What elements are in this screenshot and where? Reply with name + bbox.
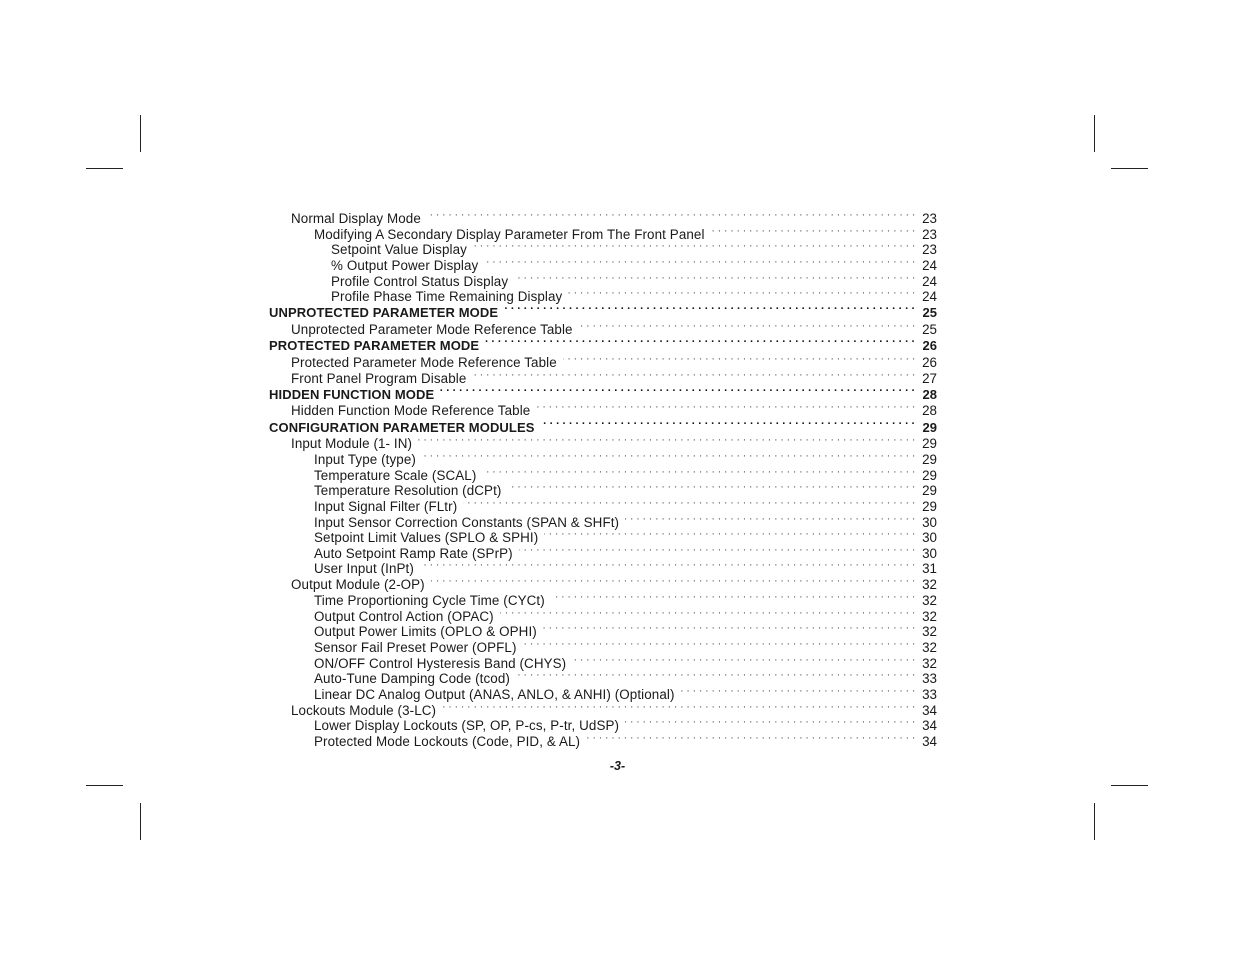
dot-leader	[586, 730, 918, 746]
dot-leader	[625, 714, 918, 730]
toc-entry-label: User Input (InPt)	[314, 561, 414, 576]
toc-entry-label: PROTECTED PARAMETER MODE	[269, 338, 480, 353]
toc-entry-label: UNPROTECTED PARAMETER MODE	[269, 305, 499, 320]
toc-entry-label: Temperature Scale (SCAL)	[314, 468, 477, 483]
toc-entry-page: 24	[922, 274, 937, 289]
dot-leader	[485, 334, 918, 350]
toc-entry-page: 28	[922, 403, 937, 418]
crop-mark	[86, 168, 123, 169]
toc-entry[interactable]	[314, 667, 937, 686]
toc-entry-page: 32	[922, 640, 937, 655]
dot-leader	[418, 432, 918, 448]
toc-entry-page: 31	[922, 561, 937, 576]
toc-entry-page: 30	[922, 546, 937, 561]
toc-entry[interactable]	[269, 383, 937, 402]
toc-entry-page: 32	[922, 577, 937, 592]
dot-leader	[625, 511, 918, 527]
toc-entry-page: 30	[922, 515, 937, 530]
toc-entry-page: 34	[922, 734, 937, 749]
dot-leader	[431, 573, 918, 589]
toc-entry[interactable]	[314, 511, 937, 530]
dot-leader	[504, 301, 918, 317]
toc-entry[interactable]	[314, 464, 937, 483]
toc-entry-label: Input Module (1- IN)	[291, 436, 413, 451]
toc-entry[interactable]	[314, 542, 937, 561]
toc-entry[interactable]	[314, 683, 937, 702]
dot-leader	[568, 285, 918, 301]
dot-leader	[536, 399, 918, 415]
toc-entry-label: Output Control Action (OPAC)	[314, 609, 494, 624]
toc-entry[interactable]	[314, 730, 937, 749]
toc-entry-page: 29	[922, 468, 937, 483]
toc-entry-label: Protected Parameter Mode Reference Table	[291, 355, 557, 370]
toc-entry-label: Setpoint Limit Values (SPLO & SPHI)	[314, 530, 539, 545]
toc-entry[interactable]	[291, 573, 937, 592]
dot-leader	[472, 367, 918, 383]
toc-entry-label: % Output Power Display	[331, 258, 479, 273]
toc-entry-label: Output Module (2-OP)	[291, 577, 425, 592]
toc-entry-label: ON/OFF Control Hysteresis Band (CHYS)	[314, 656, 567, 671]
toc-entry-page: 25	[922, 305, 937, 320]
toc-entry-page: 27	[922, 371, 937, 386]
dot-leader	[500, 605, 918, 621]
toc-entry-label: Profile Control Status Display	[331, 274, 509, 289]
toc-entry-label: Setpoint Value Display	[331, 242, 467, 257]
dot-leader	[563, 351, 918, 367]
toc-entry-page: 32	[922, 656, 937, 671]
crop-mark	[140, 115, 141, 152]
toc-entry-label: Linear DC Analog Output (ANAS, ANLO, & ANHI) (Optional)	[314, 687, 675, 702]
dot-leader	[427, 207, 918, 223]
toc-entry-page: 34	[922, 718, 937, 733]
dot-leader	[544, 526, 918, 542]
toc-entry-label: Input Type (type)	[314, 452, 416, 467]
toc-entry[interactable]	[291, 432, 937, 451]
toc-entry[interactable]	[314, 526, 937, 545]
toc-entry-label: Input Sensor Correction Constants (SPAN & SHFt)	[314, 515, 620, 530]
toc-entry[interactable]	[314, 636, 937, 655]
toc-entry-page: 23	[922, 242, 937, 257]
toc-entry-label: Profile Phase Time Remaining Display	[331, 289, 563, 304]
toc-entry-label: CONFIGURATION PARAMETER MODULES	[269, 420, 535, 435]
toc-entry[interactable]	[291, 699, 937, 718]
dot-leader	[551, 589, 918, 605]
dot-leader	[579, 318, 918, 334]
crop-mark	[1094, 803, 1095, 840]
toc-entry[interactable]	[291, 399, 937, 418]
toc-entry-page: 29	[922, 483, 937, 498]
toc-entry-page: 32	[922, 609, 937, 624]
toc-entry-label: Hidden Function Mode Reference Table	[291, 403, 531, 418]
toc-entry[interactable]	[269, 301, 937, 320]
toc-entry[interactable]	[314, 223, 937, 242]
page-number: -3-	[609, 759, 626, 773]
toc-entry[interactable]	[314, 714, 937, 733]
toc-entry-label: Time Proportioning Cycle Time (CYCt)	[314, 593, 545, 608]
toc-entry[interactable]	[269, 416, 937, 435]
toc-entry-page: 34	[922, 703, 937, 718]
toc-entry-page: 33	[922, 687, 937, 702]
toc-entry[interactable]	[331, 238, 937, 257]
toc-entry[interactable]	[291, 351, 937, 370]
dot-leader	[507, 479, 918, 495]
crop-mark	[86, 785, 123, 786]
toc-entry-label: Input Signal Filter (FLtr)	[314, 499, 458, 514]
toc-entry-page: 26	[922, 338, 937, 353]
dot-leader	[572, 652, 918, 668]
toc-entry-label: Protected Mode Lockouts (Code, PID, & AL)	[314, 734, 581, 749]
dot-leader	[484, 254, 918, 270]
dot-leader	[473, 238, 918, 254]
crop-mark	[140, 803, 141, 840]
toc-entry[interactable]	[291, 367, 937, 386]
toc-entry[interactable]	[314, 479, 937, 498]
dot-leader	[543, 620, 918, 636]
toc-entry[interactable]	[291, 207, 937, 226]
toc-entry[interactable]	[331, 285, 937, 304]
toc-entry-page: 24	[922, 258, 937, 273]
toc-entry-label: Sensor Fail Preset Power (OPFL)	[314, 640, 517, 655]
dot-leader	[519, 542, 918, 558]
toc-entry-page: 24	[922, 289, 937, 304]
dot-leader	[422, 448, 918, 464]
toc-entry[interactable]	[314, 495, 937, 514]
toc-entry-page: 28	[922, 387, 937, 402]
dot-leader	[440, 383, 918, 399]
toc-entry-page: 23	[922, 211, 937, 226]
toc-entry[interactable]	[331, 254, 937, 273]
dot-leader	[681, 683, 918, 699]
toc-entry-page: 33	[922, 671, 937, 686]
toc-entry[interactable]	[314, 557, 937, 576]
toc-entry-label: HIDDEN FUNCTION MODE	[269, 387, 435, 402]
toc-entry-page: 25	[922, 322, 937, 337]
toc-entry-label: Lower Display Lockouts (SP, OP, P-cs, P-tr, UdSP)	[314, 718, 620, 733]
toc-entry-page: 29	[922, 499, 937, 514]
dot-leader	[442, 699, 918, 715]
toc-entry-label: Front Panel Program Disable	[291, 371, 467, 386]
toc-entry-page: 29	[922, 436, 937, 451]
toc-entry[interactable]	[314, 652, 937, 671]
dot-leader	[482, 464, 918, 480]
toc-entry-page: 29	[922, 452, 937, 467]
toc-entry-label: Normal Display Mode	[291, 211, 421, 226]
toc-entry-page: 32	[922, 624, 937, 639]
toc-entry[interactable]	[314, 605, 937, 624]
crop-mark	[1111, 168, 1148, 169]
toc-entry-label: Auto Setpoint Ramp Rate (SPrP)	[314, 546, 513, 561]
toc-entry-label: Unprotected Parameter Mode Reference Table	[291, 322, 573, 337]
dot-leader	[514, 270, 918, 286]
toc-entry[interactable]	[314, 589, 937, 608]
crop-mark	[1111, 785, 1148, 786]
toc-entry-label: Lockouts Module (3-LC)	[291, 703, 437, 718]
dot-leader	[420, 557, 918, 573]
crop-mark	[1094, 115, 1095, 152]
toc-entry[interactable]	[314, 448, 937, 467]
dot-leader	[541, 416, 919, 432]
toc-entry[interactable]	[314, 620, 937, 639]
dot-leader	[463, 495, 918, 511]
toc-entry-page: 30	[922, 530, 937, 545]
dot-leader	[516, 667, 918, 683]
dot-leader	[711, 223, 918, 239]
toc-entry-label: Temperature Resolution (dCPt)	[314, 483, 502, 498]
toc-entry-page: 32	[922, 593, 937, 608]
toc-entry-page: 23	[922, 227, 937, 242]
toc-entry-page: 29	[922, 420, 937, 435]
toc-entry-label: Output Power Limits (OPLO & OPHI)	[314, 624, 537, 639]
toc-entry-label: Auto-Tune Damping Code (tcod)	[314, 671, 510, 686]
toc-entry-page: 26	[922, 355, 937, 370]
dot-leader	[523, 636, 918, 652]
toc-entry[interactable]	[269, 334, 937, 353]
toc-entry[interactable]	[291, 318, 937, 337]
toc-entry-label: Modifying A Secondary Display Parameter From The Front Panel	[314, 227, 705, 242]
toc-entry[interactable]	[331, 270, 937, 289]
